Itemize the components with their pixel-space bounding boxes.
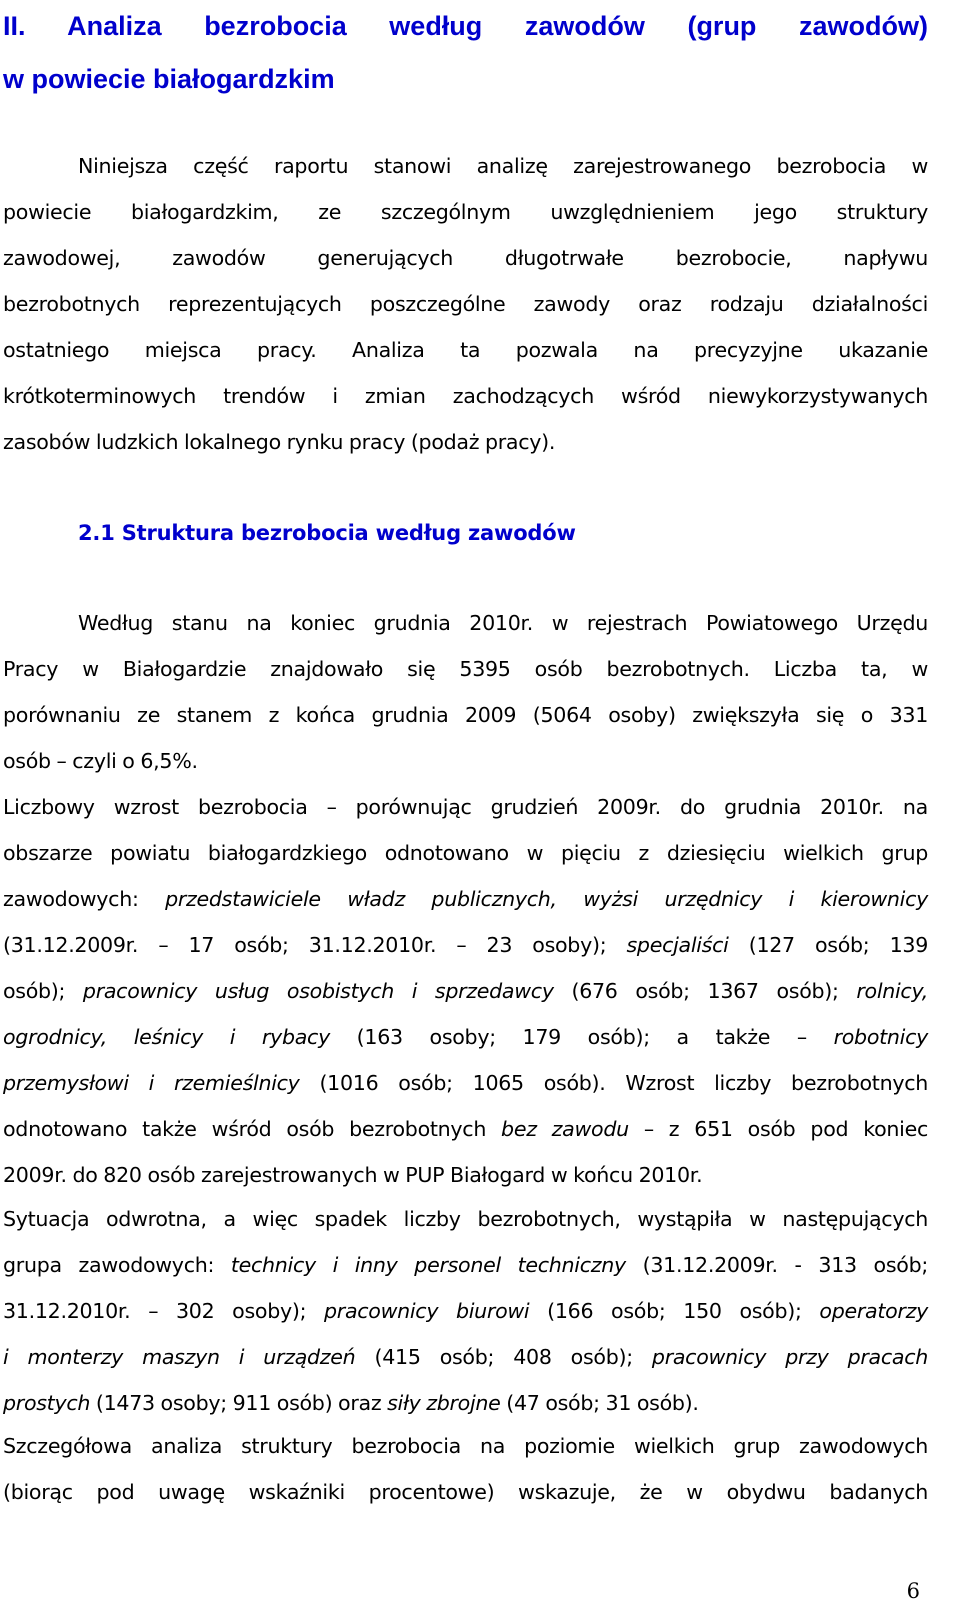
text-line: 31.12.2010r. – 302 osoby); pracownicy biurowi (166 osób; 150 osób); operatorzy	[3, 1299, 928, 1323]
text-line: (biorąc pod uwagę wskaźniki procentowe) wskazuje, że w obydwu badanych	[3, 1480, 928, 1504]
paragraph-stats-2010	[3, 600, 928, 784]
text-line: bezrobotnych reprezentujących poszczególne zawody oraz rodzaju działalności	[3, 292, 928, 316]
text-line: prostych (1473 osoby; 911 osób) oraz siły zbrojne (47 osób; 31 osób).	[3, 1391, 699, 1415]
text-line: porównaniu ze stanem z końca grudnia 2009 (5064 osoby) zwiększyła się o 331	[3, 703, 928, 727]
text-line: Według stanu na koniec grudnia 2010r. w rejestrach Powiatowego Urzędu	[78, 611, 928, 635]
paragraph-detailed-analysis	[3, 1423, 928, 1515]
chapter-title-line-1: II. Analiza bezrobocia według zawodów (grup zawodów)	[3, 11, 928, 41]
page-number: 6	[906, 1579, 920, 1603]
text-line: powiecie białogardzkim, ze szczególnym uwzględnieniem jego struktury	[3, 200, 928, 224]
text-line: krótkoterminowych trendów i zmian zachodzących wśród niewykorzystywanych	[3, 384, 928, 408]
text-line: osób – czyli o 6,5%.	[3, 749, 198, 773]
text-line: grupa zawodowych: technicy i inny personel techniczny (31.12.2009r. - 313 osób;	[3, 1253, 928, 1277]
text-line: ogrodnicy, leśnicy i rybacy (163 osoby; 179 osób); a także – robotnicy	[3, 1025, 928, 1049]
text-line: Liczbowy wzrost bezrobocia – porównując grudzień 2009r. do grudnia 2010r. na	[3, 795, 928, 819]
text-line: i monterzy maszyn i urządzeń (415 osób; 408 osób); pracownicy przy pracach	[3, 1345, 928, 1369]
chapter-title	[3, 0, 928, 106]
text-line: Szczegółowa analiza struktury bezrobocia na poziomie wielkich grup zawodowych	[3, 1434, 928, 1458]
text-line: zawodowych: przedstawiciele władz publicznych, wyżsi urzędnicy i kierownicy	[3, 887, 928, 911]
text-line: Niniejsza część raportu stanowi analizę zarejestrowanego bezrobocia w	[78, 154, 928, 178]
text-line: Pracy w Białogardzie znajdowało się 5395 osób bezrobotnych. Liczba ta, w	[3, 657, 928, 681]
text-line: Sytuacja odwrotna, a więc spadek liczby bezrobotnych, wystąpiła w następujących	[3, 1207, 928, 1231]
paragraph-decrease	[3, 1196, 928, 1426]
intro-paragraph	[3, 143, 928, 465]
chapter-title-line-2: w powiecie białogardzkim	[3, 64, 335, 94]
text-line: przemysłowi i rzemieślnicy (1016 osób; 1065 osób). Wzrost liczby bezrobotnych	[3, 1071, 928, 1095]
text-line: odnotowano także wśród osób bezrobotnych bez zawodu – z 651 osób pod koniec	[3, 1117, 928, 1141]
text-line: (31.12.2009r. – 17 osób; 31.12.2010r. – 23 osoby); specjaliści (127 osób; 139	[3, 933, 928, 957]
text-line: zasobów ludzkich lokalnego rynku pracy (podaż pracy).	[3, 430, 556, 454]
text-line: ostatniego miejsca pracy. Analiza ta pozwala na precyzyjne ukazanie	[3, 338, 928, 362]
paragraph-increase	[3, 784, 928, 1198]
section-heading: 2.1 Struktura bezrobocia według zawodów	[78, 521, 576, 545]
text-line: obszarze powiatu białogardzkiego odnotowano w pięciu z dziesięciu wielkich grup	[3, 841, 928, 865]
text-line: osób); pracownicy usług osobistych i sprzedawcy (676 osób; 1367 osób); rolnicy,	[3, 979, 928, 1003]
text-line: 2009r. do 820 osób zarejestrowanych w PUP Białogard w końcu 2010r.	[3, 1163, 703, 1187]
text-line: zawodowej, zawodów generujących długotrwałe bezrobocie, napływu	[3, 246, 928, 270]
